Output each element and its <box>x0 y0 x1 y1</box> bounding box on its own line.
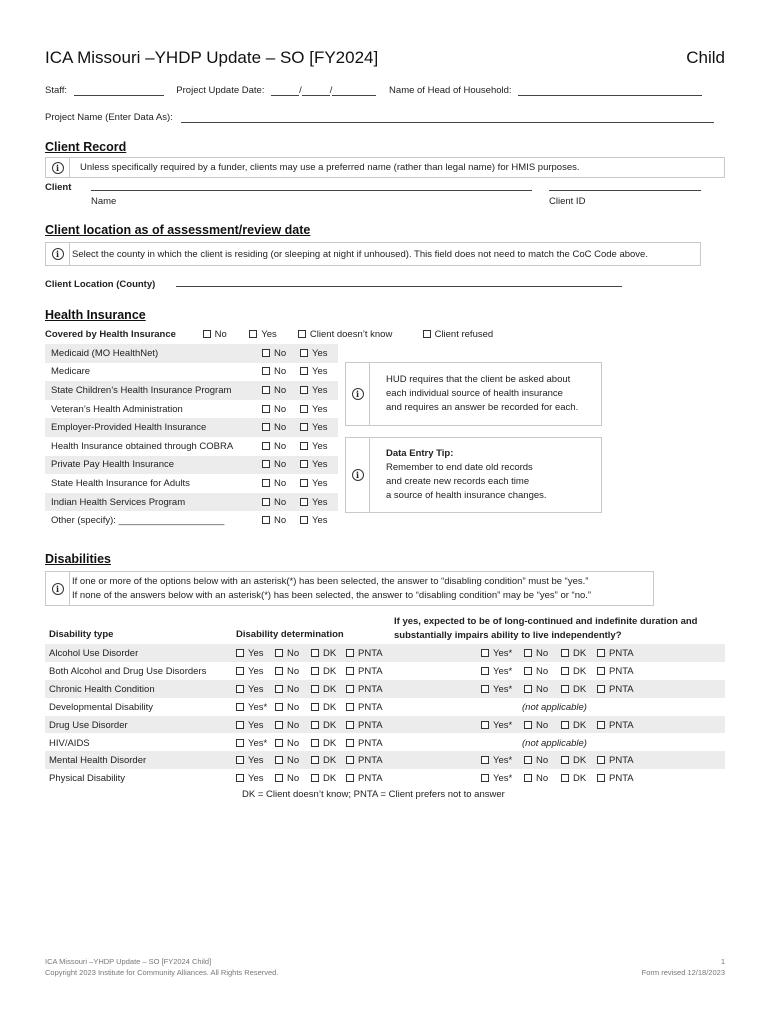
expected-pnta[interactable]: PNTA <box>597 684 634 695</box>
info-icon: i <box>352 469 364 481</box>
checkbox[interactable] <box>597 756 605 764</box>
disabilities-note-line: If one or more of the options below with an asterisk(*) has been selected, the answer to “disabling condition” must be “yes.” <box>72 575 589 587</box>
health-source-yes[interactable]: Yes <box>300 515 338 526</box>
footer-revised-date: Form revised 12/18/2023 <box>641 968 725 977</box>
col-header-determination: Disability determination <box>236 629 344 640</box>
checkbox[interactable] <box>597 649 605 657</box>
checkbox[interactable] <box>524 721 532 729</box>
checkbox[interactable] <box>524 649 532 657</box>
tip-line: and create new records each time <box>386 476 530 487</box>
expected-yes[interactable]: Yes* <box>481 648 512 659</box>
disabilities-note <box>45 571 654 606</box>
expected-dk[interactable]: DK <box>561 648 586 659</box>
disability-type-label: Developmental Disability <box>49 701 154 713</box>
client-id-input-line[interactable] <box>549 181 701 191</box>
checkbox[interactable] <box>298 330 306 338</box>
expected-no[interactable]: No <box>524 648 548 659</box>
health-source-row <box>45 474 338 493</box>
disability-type-label: HIV/AIDS <box>49 737 90 749</box>
health-source-row <box>45 363 338 382</box>
health-source-row <box>45 493 338 512</box>
health-source-yes[interactable]: Yes <box>300 385 338 396</box>
checkbox[interactable] <box>249 330 257 338</box>
expected-pnta[interactable]: PNTA <box>597 773 634 784</box>
covered-option-refused[interactable]: Client refused <box>423 329 494 340</box>
checkbox[interactable] <box>481 756 489 764</box>
checkbox[interactable] <box>275 774 283 782</box>
determination-no[interactable]: No <box>275 666 299 677</box>
health-source-label: Medicaid (MO HealthNet) <box>51 347 159 359</box>
health-source-yes[interactable]: Yes <box>300 422 338 433</box>
expected-dk[interactable]: DK <box>561 773 586 784</box>
update-date-label: Project Update Date: <box>176 85 265 96</box>
checkbox[interactable] <box>300 386 308 394</box>
checkbox[interactable] <box>346 721 354 729</box>
determination-no[interactable]: No <box>275 738 299 749</box>
hud-note-line: and requires an answer be recorded for each. <box>386 402 579 413</box>
client-location-note <box>45 242 701 266</box>
dk-pnta-legend: DK = Client doesn’t know; PNTA = Client prefers not to answer <box>242 789 505 800</box>
checkbox[interactable] <box>262 386 270 394</box>
expected-yes[interactable]: Yes* <box>481 720 512 731</box>
health-source-yes[interactable]: Yes <box>300 348 338 359</box>
client-record-note <box>45 157 725 178</box>
footer-form-name: ICA Missouri –YHDP Update – SO [FY2024 Child] <box>45 957 212 966</box>
covered-option-yes[interactable]: Yes <box>249 329 295 340</box>
checkbox[interactable] <box>300 498 308 506</box>
client-label: Client <box>45 182 72 193</box>
hud-requirement-note <box>345 362 602 426</box>
expected-dk[interactable]: DK <box>561 720 586 731</box>
checkbox[interactable] <box>275 685 283 693</box>
expected-yes[interactable]: Yes* <box>481 755 512 766</box>
info-icon: i <box>52 162 64 174</box>
client-location-note-text: Select the county in which the client is residing (or sleeping at night if unhoused). This field does not need to match the CoC Code above. <box>72 248 648 260</box>
expected-dk[interactable]: DK <box>561 755 586 766</box>
checkbox[interactable] <box>561 721 569 729</box>
covered-label: Covered by Health Insurance <box>45 329 176 340</box>
determination-yes[interactable]: Yes <box>236 648 264 659</box>
health-source-label: Veteran’s Health Administration <box>51 403 183 415</box>
not-applicable-text: (not applicable) <box>522 701 587 713</box>
expected-no[interactable]: No <box>524 773 548 784</box>
disability-type-label: Chronic Health Condition <box>49 683 155 695</box>
determination-dk[interactable]: DK <box>311 720 336 731</box>
checkbox[interactable] <box>275 756 283 764</box>
disability-row <box>45 734 725 752</box>
checkbox[interactable] <box>300 460 308 468</box>
disability-row <box>45 680 725 698</box>
checkbox[interactable] <box>275 721 283 729</box>
project-field-row <box>45 112 714 123</box>
footer-page-number: 1 <box>720 957 725 966</box>
determination-dk[interactable]: DK <box>311 702 336 713</box>
tip-line: Remember to end date old records <box>386 462 533 473</box>
determination-no[interactable]: No <box>275 773 299 784</box>
checkbox[interactable] <box>311 703 319 711</box>
checkbox[interactable] <box>275 649 283 657</box>
disability-type-label: Both Alcohol and Drug Use Disorders <box>49 665 207 677</box>
checkbox[interactable] <box>300 349 308 357</box>
client-name-input-line[interactable] <box>91 181 532 191</box>
info-icon: i <box>352 388 364 400</box>
covered-option-no[interactable]: No <box>203 329 247 340</box>
health-source-label: Indian Health Services Program <box>51 496 186 508</box>
update-date-day-line[interactable] <box>302 95 330 96</box>
project-input-line[interactable] <box>181 122 714 123</box>
county-label: Client Location (County) <box>45 279 156 290</box>
checkbox[interactable] <box>346 685 354 693</box>
checkbox[interactable] <box>262 479 270 487</box>
checkbox[interactable] <box>346 667 354 675</box>
checkbox[interactable] <box>275 739 283 747</box>
checkbox[interactable] <box>262 442 270 450</box>
checkbox[interactable] <box>262 516 270 524</box>
health-source-label: State Health Insurance for Adults <box>51 477 190 489</box>
expected-no[interactable]: No <box>524 666 548 677</box>
determination-no[interactable]: No <box>275 684 299 695</box>
disability-row <box>45 716 725 734</box>
checkbox[interactable] <box>236 721 244 729</box>
determination-pnta[interactable]: PNTA <box>346 720 383 731</box>
checkbox[interactable] <box>275 703 283 711</box>
health-source-label: State Children’s Health Insurance Program <box>51 384 232 396</box>
covered-option-dont-know[interactable]: Client doesn’t know <box>298 329 420 340</box>
checkbox[interactable] <box>311 774 319 782</box>
health-source-no[interactable]: No <box>262 404 300 415</box>
checkbox[interactable] <box>236 739 244 747</box>
checkbox[interactable] <box>524 685 532 693</box>
health-insurance-heading: Health Insurance <box>45 308 146 322</box>
expected-no[interactable]: No <box>524 720 548 731</box>
checkbox[interactable] <box>597 721 605 729</box>
not-applicable-text: (not applicable) <box>522 737 587 749</box>
health-source-yes[interactable]: Yes <box>300 478 338 489</box>
health-source-row <box>45 418 338 437</box>
checkbox[interactable] <box>346 703 354 711</box>
expected-no[interactable]: No <box>524 684 548 695</box>
health-source-row <box>45 400 338 419</box>
checkbox[interactable] <box>236 756 244 764</box>
determination-pnta[interactable]: PNTA <box>346 702 383 713</box>
checkbox[interactable] <box>300 479 308 487</box>
hoh-input-line[interactable] <box>518 95 702 96</box>
determination-no[interactable]: No <box>275 755 299 766</box>
disability-type-label: Drug Use Disorder <box>49 719 128 731</box>
client-record-note-text: Unless specifically required by a funder, clients may use a preferred name (rather than legal name) for HMIS purposes. <box>80 162 580 173</box>
col-header-expected: If yes, expected to be of long-continued and indefinite duration and substantially impairs ability to live independently? <box>394 616 698 641</box>
checkbox[interactable] <box>346 774 354 782</box>
health-source-label: Employer-Provided Health Insurance <box>51 422 207 434</box>
checkbox[interactable] <box>311 649 319 657</box>
determination-dk[interactable]: DK <box>311 666 336 677</box>
health-source-no[interactable]: No <box>262 366 300 377</box>
health-source-row <box>45 456 338 475</box>
determination-dk[interactable]: DK <box>311 755 336 766</box>
checkbox[interactable] <box>346 739 354 747</box>
checkbox[interactable] <box>300 442 308 450</box>
expected-dk[interactable]: DK <box>561 666 586 677</box>
determination-pnta[interactable]: PNTA <box>346 666 383 677</box>
determination-no[interactable]: No <box>275 702 299 713</box>
determination-dk[interactable]: DK <box>311 773 336 784</box>
tip-title: Data Entry Tip: <box>386 448 454 459</box>
determination-dk[interactable]: DK <box>311 648 336 659</box>
data-entry-tip-note <box>345 437 602 513</box>
disability-row <box>45 662 725 680</box>
checkbox[interactable] <box>262 367 270 375</box>
hud-note-line: each individual source of health insurance <box>386 388 563 399</box>
expected-pnta[interactable]: PNTA <box>597 666 634 677</box>
health-source-no[interactable]: No <box>262 441 300 452</box>
hoh-label: Name of Head of Household: <box>389 85 512 96</box>
project-label: Project Name (Enter Data As): <box>45 112 173 123</box>
checkbox[interactable] <box>481 649 489 657</box>
checkbox[interactable] <box>481 774 489 782</box>
staff-label: Staff: <box>45 85 68 96</box>
checkbox[interactable] <box>300 405 308 413</box>
expected-yes[interactable]: Yes* <box>481 773 512 784</box>
covered-row <box>45 329 493 340</box>
expected-pnta[interactable]: PNTA <box>597 755 634 766</box>
checkbox[interactable] <box>311 721 319 729</box>
checkbox[interactable] <box>203 330 211 338</box>
update-date-month-line[interactable] <box>271 95 299 96</box>
health-source-no[interactable]: No <box>262 422 300 433</box>
checkbox[interactable] <box>597 685 605 693</box>
client-location-heading: Client location as of assessment/review date <box>45 223 311 237</box>
info-icon: i <box>52 583 64 595</box>
disability-row <box>45 769 725 787</box>
checkbox[interactable] <box>262 405 270 413</box>
determination-yes[interactable]: Yes* <box>236 738 267 749</box>
determination-no[interactable]: No <box>275 720 299 731</box>
health-source-no[interactable]: No <box>262 478 300 489</box>
checkbox[interactable] <box>561 685 569 693</box>
expected-dk[interactable]: DK <box>561 684 586 695</box>
determination-yes[interactable]: Yes <box>236 666 264 677</box>
determination-no[interactable]: No <box>275 648 299 659</box>
checkbox[interactable] <box>561 649 569 657</box>
determination-dk[interactable]: DK <box>311 738 336 749</box>
health-source-row <box>45 437 338 456</box>
health-source-yes[interactable]: Yes <box>300 497 338 508</box>
health-source-yes[interactable]: Yes <box>300 441 338 452</box>
checkbox[interactable] <box>346 756 354 764</box>
staff-input-line[interactable] <box>74 95 164 96</box>
health-source-no[interactable]: No <box>262 348 300 359</box>
disability-row <box>45 751 725 769</box>
determination-pnta[interactable]: PNTA <box>346 648 383 659</box>
determination-yes[interactable]: Yes <box>236 684 264 695</box>
expected-yes[interactable]: Yes* <box>481 684 512 695</box>
health-source-row <box>45 511 338 530</box>
expected-pnta[interactable]: PNTA <box>597 720 634 731</box>
health-source-label: Health Insurance obtained through COBRA <box>51 440 234 452</box>
determination-yes[interactable]: Yes <box>236 773 264 784</box>
health-source-yes[interactable]: Yes <box>300 366 338 377</box>
checkbox[interactable] <box>311 667 319 675</box>
determination-pnta[interactable]: PNTA <box>346 684 383 695</box>
staff-field-row: Staff: Project Update Date: / / Name of Head of Household: <box>45 85 702 96</box>
client-id-caption: Client ID <box>549 196 586 207</box>
checkbox[interactable] <box>597 774 605 782</box>
checkbox[interactable] <box>311 685 319 693</box>
disability-type-label: Alcohol Use Disorder <box>49 648 139 659</box>
health-source-no[interactable]: No <box>262 497 300 508</box>
checkbox[interactable] <box>311 739 319 747</box>
checkbox[interactable] <box>236 774 244 782</box>
county-input-line[interactable] <box>176 277 622 287</box>
client-record-heading: Client Record <box>45 140 127 154</box>
checkbox[interactable] <box>423 330 431 338</box>
checkbox[interactable] <box>300 516 308 524</box>
health-source-label: Private Pay Health Insurance <box>51 459 175 471</box>
checkbox[interactable] <box>262 349 270 357</box>
disability-row <box>45 698 725 716</box>
health-source-label: Medicare <box>51 366 91 378</box>
determination-yes[interactable]: Yes* <box>236 702 267 713</box>
disability-row <box>45 644 725 662</box>
client-name-caption: Name <box>91 196 117 207</box>
checkbox[interactable] <box>300 367 308 375</box>
footer-copyright: Copyright 2023 Institute for Community Alliances. All Rights Reserved. <box>45 968 279 977</box>
checkbox[interactable] <box>524 774 532 782</box>
checkbox[interactable] <box>561 774 569 782</box>
checkbox[interactable] <box>481 667 489 675</box>
checkbox[interactable] <box>597 667 605 675</box>
health-source-label: Other (specify): ____________________ <box>51 515 225 527</box>
checkbox[interactable] <box>275 667 283 675</box>
col-header-type: Disability type <box>49 629 114 640</box>
form-subtitle-child: Child <box>686 48 725 67</box>
expected-yes[interactable]: Yes* <box>481 666 512 677</box>
expected-pnta[interactable]: PNTA <box>597 648 634 659</box>
checkbox[interactable] <box>236 649 244 657</box>
health-source-no[interactable]: No <box>262 385 300 396</box>
determination-yes[interactable]: Yes <box>236 720 264 731</box>
disability-type-label: Physical Disability <box>49 773 126 785</box>
checkbox[interactable] <box>481 721 489 729</box>
checkbox[interactable] <box>311 756 319 764</box>
health-source-row <box>45 344 338 363</box>
checkbox[interactable] <box>262 423 270 431</box>
checkbox[interactable] <box>346 649 354 657</box>
determination-yes[interactable]: Yes <box>236 755 264 766</box>
disabilities-note-line: If none of the answers below with an asterisk(*) has been selected, the answer to “disabling condition” may be “yes” or “no.” <box>72 589 592 601</box>
form-title: ICA Missouri –YHDP Update – SO [FY2024] <box>45 48 379 67</box>
checkbox[interactable] <box>481 685 489 693</box>
checkbox[interactable] <box>262 498 270 506</box>
checkbox[interactable] <box>236 667 244 675</box>
determination-dk[interactable]: DK <box>311 684 336 695</box>
checkbox[interactable] <box>300 423 308 431</box>
determination-pnta[interactable]: PNTA <box>346 755 383 766</box>
determination-pnta[interactable]: PNTA <box>346 738 383 749</box>
checkbox[interactable] <box>262 460 270 468</box>
health-source-no[interactable]: No <box>262 515 300 526</box>
checkbox[interactable] <box>524 667 532 675</box>
info-icon: i <box>52 248 64 260</box>
checkbox[interactable] <box>524 756 532 764</box>
hud-note-line: HUD requires that the client be asked about <box>386 374 571 385</box>
disability-type-label: Mental Health Disorder <box>49 755 147 767</box>
determination-pnta[interactable]: PNTA <box>346 773 383 784</box>
checkbox[interactable] <box>561 667 569 675</box>
health-source-row <box>45 381 338 400</box>
health-source-yes[interactable]: Yes <box>300 404 338 415</box>
expected-no[interactable]: No <box>524 755 548 766</box>
disabilities-heading: Disabilities <box>45 552 111 566</box>
checkbox[interactable] <box>236 685 244 693</box>
tip-line: a source of health insurance changes. <box>386 490 547 501</box>
update-date-year-line[interactable] <box>332 95 376 96</box>
checkbox[interactable] <box>561 756 569 764</box>
checkbox[interactable] <box>236 703 244 711</box>
health-source-no[interactable]: No <box>262 459 300 470</box>
health-source-yes[interactable]: Yes <box>300 459 338 470</box>
